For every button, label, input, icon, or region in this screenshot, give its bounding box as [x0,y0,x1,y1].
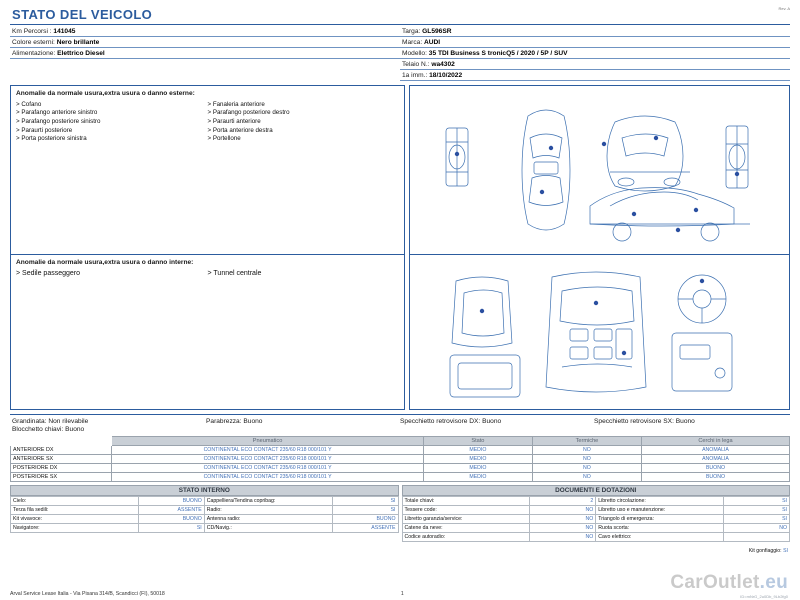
internal-damage-column-1 [16,269,208,278]
list-item: > Porta anteriore destra [207,126,273,134]
watermark: CarOutlet.eu [670,572,788,593]
interior-key: Cappelliera/Tendina copribag: [204,497,332,506]
interior-key: Kit vivavoce: [11,515,139,524]
tyre-model: CONTINENTAL ECO CONTACT 235/60 R18 000/101 Y [112,446,424,455]
document-key: Triangolo di emergenza: [596,515,724,524]
document-key: Libretto circolazione: [596,497,724,506]
document-key: Catene da neve: [402,524,530,533]
damage-diagram-panel [409,85,790,410]
th-pneumatico: Pneumatico [112,437,424,446]
table-row [402,497,790,506]
document-key: Tessere code: [402,506,530,515]
interior-table-block [10,485,399,542]
document-value: NO [530,506,596,515]
document-value: NO [530,524,596,533]
tyre-cerchi: BUONO [641,473,789,482]
tyre-stato: MEDIO [423,446,532,455]
external-damage-column-2 [208,100,400,143]
internal-damage-column-2 [208,269,400,278]
field-telaio: Telaio N.: wa4302 [400,59,790,70]
tyre-cerchi: BUONO [641,464,789,473]
document-value: SI [724,506,790,515]
table-row [11,497,399,506]
document-value: 2 [530,497,596,506]
document-key: Libretto garanzia/service: [402,515,530,524]
th-termiche: Termiche [532,437,641,446]
interior-diagram-wrapper [410,254,789,409]
page-number: 1 [400,591,404,597]
tyre-termiche: NO [532,473,641,482]
interior-key: CD/Navig.: [204,524,332,533]
document-key: Cavo elettrico: [596,533,724,542]
tyre-stato: MEDIO [423,473,532,482]
table-row [11,524,399,533]
tyre-termiche: NO [532,455,641,464]
table-row [11,464,790,473]
interior-key: Radio: [204,506,332,515]
documents-table-title: DOCUMENTI E DOTAZIONI [402,485,791,496]
vehicle-data-right [400,26,790,81]
tyre-model: CONTINENTAL ECO CONTACT 235/60 R18 000/101 Y [112,464,424,473]
list-item: > Sedile passeggero [16,269,81,277]
table-row [402,524,790,533]
spacer-row-2 [10,70,400,81]
interior-value: ASSENTE [332,524,398,533]
vehicle-data-block [10,26,790,81]
interior-key: Antenna radio: [204,515,332,524]
internal-damage-section [11,254,404,409]
interior-key: Terza fila sedili: [11,506,139,515]
table-header-row [11,437,790,446]
table-row [402,533,790,542]
table-row [11,455,790,464]
vehicle-data-left [10,26,400,81]
th-empty [11,437,112,446]
conditions-row-1 [10,417,790,426]
th-cerchi: Cerchi in lega [641,437,789,446]
list-item: > Cofano [16,100,42,108]
tyre-termiche: NO [532,464,641,473]
tyre-position: POSTERIORE SX [11,473,112,482]
list-item: > Paraurti anteriore [207,117,261,125]
bottom-tables [10,485,790,542]
tyre-position: ANTERIORE SX [11,455,112,464]
interior-value: BUONO [138,497,204,506]
table-row [11,515,399,524]
interior-table [10,496,399,533]
external-damage-lists [11,100,404,143]
tyre-model: CONTINENTAL ECO CONTACT 235/60 R18 000/101 Y [112,455,424,464]
documents-table-block [402,485,791,542]
condition-specchietto-dx: Specchietto retrovisore DX: Buono [400,418,502,425]
interior-table-title: STATO INTERNO [10,485,399,496]
tyre-termiche: NO [532,446,641,455]
damage-panels [10,85,790,410]
table-row [402,515,790,524]
title-divider [10,24,790,25]
list-item: > Porta posteriore sinistra [16,135,87,143]
list-item: > Fanaleria anteriore [207,100,265,108]
internal-damage-lists [11,269,404,278]
interior-value: ASSENTE [138,506,204,515]
table-row [11,473,790,482]
list-item: > Parafango posteriore destro [207,109,290,117]
interior-key: Navigatore: [11,524,139,533]
conditions-summary [10,414,790,435]
interior-value: SI [138,524,204,533]
th-stato: Stato [423,437,532,446]
interior-value: BUONO [332,515,398,524]
tyre-position: ANTERIORE DX [11,446,112,455]
tyre-cerchi: ANOMALIA [641,455,789,464]
tyres-table [10,436,790,482]
table-row [11,446,790,455]
field-colore: Colore esterni: Nero brillante [10,37,400,48]
document-value: NO [530,533,596,542]
interior-value: BUONO [138,515,204,524]
list-item: > Tunnel centrale [207,269,262,277]
condition-specchietto-sx: Specchietto retrovisore SX: Buono [594,418,695,425]
document-key: Totale chiavi: [402,497,530,506]
footer-company: Arval Service Lease Italia - Via Pisana 314/B, Scandicci (FI), 50018 [10,591,165,597]
field-targa: Targa: GL596SR [400,26,790,37]
external-damage-heading: Anomalie da normale usura,extra usura o danno esterne: [16,90,195,97]
field-km: Km Percorsi : 141045 [10,26,400,37]
tyre-stato: MEDIO [423,455,532,464]
document-value: NO [530,515,596,524]
spacer-row-1 [10,59,400,70]
list-item: > Parafango anteriore sinistro [16,109,98,117]
page-title: STATO DEL VEICOLO [12,7,153,22]
table-row [11,506,399,515]
external-damage-column-1 [16,100,208,143]
document-value: SI [724,515,790,524]
revision-label: Rev. A [778,6,790,11]
damage-text-panel [10,85,405,410]
tyre-position: POSTERIORE DX [11,464,112,473]
field-alimentazione: Alimentazione: Elettrico Diesel [10,48,400,59]
document-value [724,533,790,542]
condition-blocchetto-chiavi: Blocchetto chiavi: Buono [12,426,85,433]
list-item: > Parafango posteriore sinistro [16,117,101,125]
tyre-stato: MEDIO [423,464,532,473]
field-marca: Marca: AUDI [400,37,790,48]
tyre-model: CONTINENTAL ECO CONTACT 235/60 R18 000/101 Y [112,473,424,482]
documents-table [402,496,791,542]
vehicle-interior-diagram [410,255,790,405]
document-value: SI [724,497,790,506]
interior-key: Cielo: [11,497,139,506]
list-item: > Portellone [207,135,241,143]
vehicle-exterior-diagram [410,86,790,254]
internal-damage-heading: Anomalie da normale usura,extra usura o danno interne: [16,259,194,266]
document-value: NO [724,524,790,533]
tyre-cerchi: ANOMALIA [641,446,789,455]
interior-value: SI [332,497,398,506]
table-row [402,506,790,515]
document-key: Ruota scorta: [596,524,724,533]
field-modello: Modello: 35 TDI Business S tronicQ5 / 2020 / 5P / SUV [400,48,790,59]
condition-grandinata: Grandinata: Non rilevabile [12,418,89,425]
field-prima-immatricolazione: 1a imm.: 18/10/2022 [400,70,790,81]
document-key: Codice autoradio: [402,533,530,542]
document-id: ID=mNrG_2u0Db_9Lb2fg0 [740,594,788,599]
document-key: Libretto uso e manutenzione: [596,506,724,515]
condition-parabrezza: Parabrezza: Buono [206,418,263,425]
interior-value: SI [332,506,398,515]
list-item: > Paraurti posteriore [16,126,73,134]
documents-extra-kit-gonfiaggio: Kit gonfiaggio: SI [748,548,788,554]
